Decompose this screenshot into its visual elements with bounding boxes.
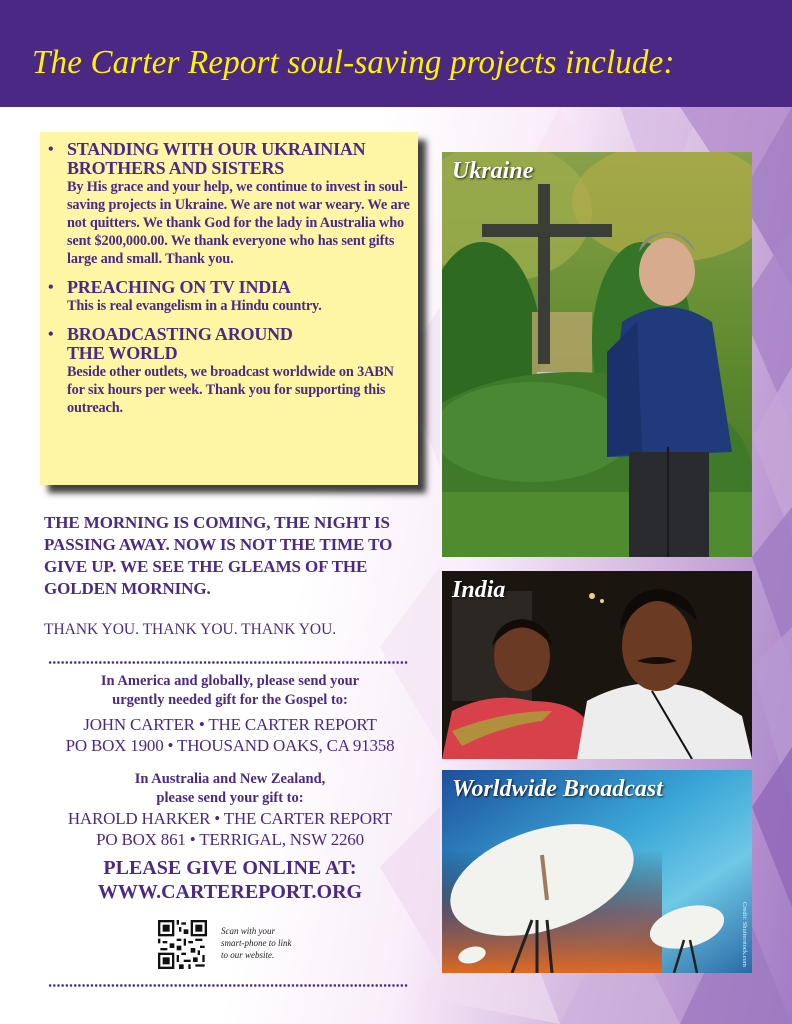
dotted-divider — [48, 661, 408, 664]
photo-india — [442, 571, 752, 759]
project-title-line: PREACHING ON TV INDIA — [67, 277, 291, 297]
address-line: PO BOX 1900 • THOUSAND OAKS, CA 91358 — [65, 736, 395, 755]
project-title — [67, 278, 412, 297]
give-online-block — [30, 856, 430, 904]
intro-line: In Australia and New Zealand, — [134, 771, 326, 787]
qr-line: Scan with your — [221, 925, 275, 936]
thank-you-text: THANK YOU. THANK YOU. THANK YOU. — [44, 621, 337, 638]
project-text: This is real evangelism in a Hindu country. — [67, 298, 322, 314]
dotted-divider — [48, 984, 408, 987]
america-address-block — [30, 672, 430, 756]
bullet-icon: • — [48, 141, 54, 158]
project-item-broadcast — [48, 325, 412, 417]
give-online-heading: PLEASE GIVE ONLINE AT: — [103, 857, 357, 879]
qr-instructions — [221, 925, 311, 961]
project-title-line: THE WORLD — [67, 343, 178, 363]
photo-broadcast — [442, 770, 752, 973]
projects-box — [40, 132, 418, 485]
page-header — [0, 0, 792, 107]
intro-line: please send your gift to: — [156, 790, 304, 806]
america-intro — [30, 672, 430, 710]
australia-intro — [30, 770, 430, 808]
intro-line: In America and globally, please send your — [100, 673, 360, 689]
project-text: Beside other outlets, we broadcast worldwide on 3ABN for six hours per week. Thank you for supporting this outreach. — [67, 364, 394, 416]
qr-line: smart-phone to link — [221, 937, 292, 948]
australia-address-block — [30, 770, 430, 850]
project-title-line: STANDING WITH OUR UKRAINIAN — [67, 139, 366, 159]
intro-line: urgently needed gift for the Gospel to: — [112, 692, 348, 708]
address-line: HAROLD HARKER • THE CARTER REPORT — [67, 809, 393, 828]
photo-credit: Credit: Shutterstock.com — [741, 902, 748, 967]
project-title-line: BROTHERS AND SISTERS — [67, 158, 285, 178]
address-line: JOHN CARTER • THE CARTER REPORT — [83, 715, 377, 734]
project-text: By His grace and your help, we continue to invest in soul-saving projects in Ukraine. We are not war weary. We are not quitters. We thank God for the lady in Australia who sent $200,000.00. We thank everyone who has sent gifts large and small. Thank you. — [67, 179, 410, 267]
qr-code-icon[interactable] — [158, 920, 207, 969]
page-title: The Carter Report soul-saving projects include: — [32, 44, 675, 81]
project-title-line: BROADCASTING AROUND — [67, 324, 293, 344]
project-item-india — [48, 278, 412, 315]
ukraine-photo-image — [442, 152, 752, 557]
address-line: PO BOX 861 • TERRIGAL, NSW 2260 — [96, 830, 364, 849]
photo-caption: Ukraine — [452, 158, 534, 184]
closing-message: THE MORNING IS COMING, THE NIGHT IS PASSING AWAY. NOW IS NOT THE TIME TO GIVE UP. WE SEE THE GLEAMS OF THE GOLDEN MORNING. — [44, 513, 393, 598]
photo-ukraine — [442, 152, 752, 557]
bullet-icon: • — [48, 279, 54, 296]
qr-line: to our website. — [221, 949, 275, 960]
photo-caption: Worldwide Broadcast — [452, 776, 663, 802]
website-link[interactable]: WWW.CARTEREPORT.ORG — [97, 881, 363, 903]
qr-block — [158, 920, 311, 969]
project-title — [67, 325, 412, 363]
project-title — [67, 140, 412, 178]
photo-caption: India — [452, 577, 506, 603]
bullet-icon: • — [48, 326, 54, 343]
australia-address — [30, 808, 430, 850]
america-address — [30, 714, 430, 756]
project-item-ukraine — [48, 140, 412, 268]
